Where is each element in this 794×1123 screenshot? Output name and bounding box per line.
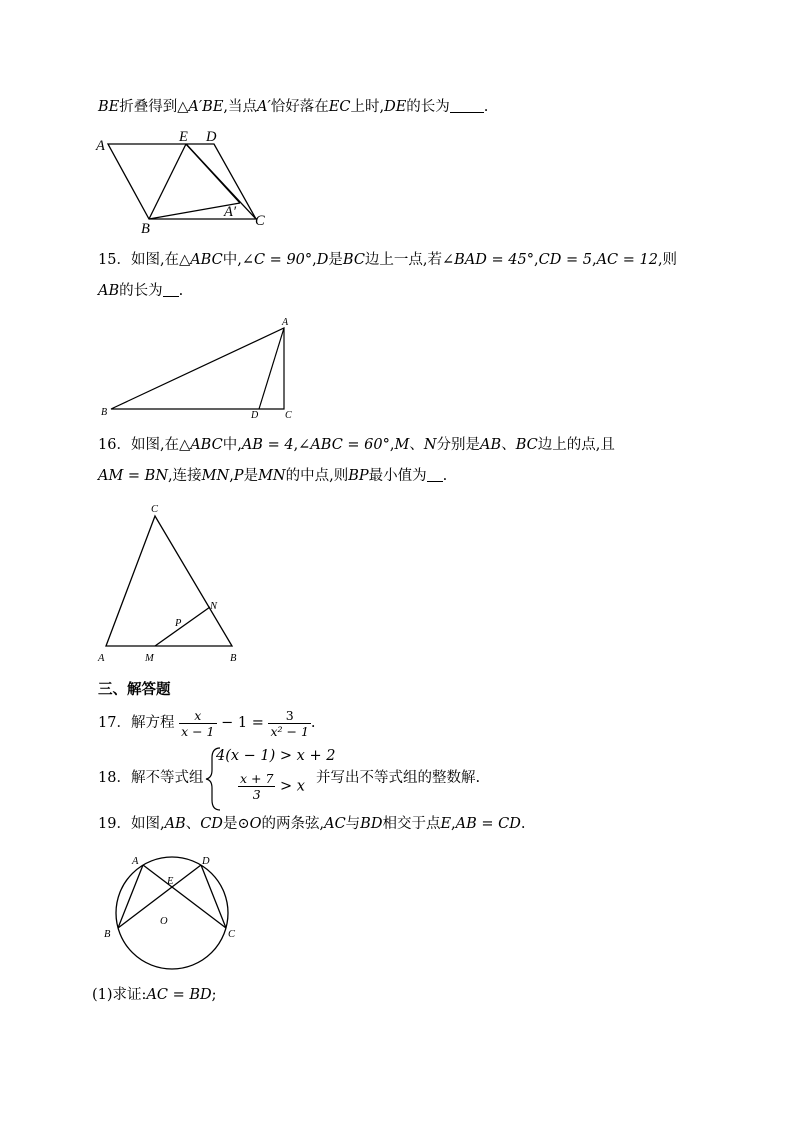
label-o: O [160, 916, 168, 927]
question-number: 15． [98, 252, 131, 268]
label-a: A [132, 856, 139, 867]
question-number: 18． [98, 770, 131, 786]
label-b: B [230, 653, 237, 664]
q19-text: 19．如图,AB、CD是⊙O的两条弦,AC与BD相交于点E,AB = CD. [98, 816, 526, 832]
q15-line-2: AB的长为 . [98, 283, 184, 299]
fraction: $\frac{x}{x - 1}$ [181, 707, 215, 739]
inequality-1: 4(x − 1) > x + 2 [216, 748, 336, 764]
label-c: C [285, 410, 292, 421]
inequality-2: $\frac{x + 7}{3}$ > x [240, 771, 305, 802]
q14-text: BE折叠得到△A′BE,当点A′恰好落在EC上时,DE的长为 . [98, 99, 489, 115]
circle-o [116, 857, 228, 969]
question-number: 19． [98, 816, 131, 832]
label-a: A [282, 317, 289, 328]
q19-part-1: (1)求证:AC = BD; [92, 987, 217, 1003]
q18-number: 18．解不等式组 [98, 770, 204, 786]
label-p: P [175, 618, 182, 629]
label-a: A [98, 653, 105, 664]
fraction: $\frac{3}{\text{x² − 1}}$ [270, 707, 309, 739]
q18-instruction: 并写出不等式组的整数解. [316, 770, 481, 786]
q15-line-1: 15．如图,在△ABC中,∠C = 90°,D是BC边上一点,若∠BAD = 45°,CD = 5,AC = 12,则 [98, 252, 678, 268]
label-c: C [255, 213, 265, 229]
label-b: B [104, 929, 111, 940]
label-c: C [151, 504, 159, 515]
question-number: 17． [98, 715, 131, 731]
q16-line-2: AM = BN,连接MN,P是MN的中点,则BP最小值为 . [98, 468, 448, 484]
label-d: D [206, 129, 217, 145]
label-a: A [96, 138, 105, 154]
q14-segment: BE [98, 99, 120, 115]
q17-line: 17．解方程 $\frac{x}{x - 1}$ − 1 = $\frac{3}{\text{x² − 1}}$ . [98, 707, 316, 739]
label-a-prime: A′ [224, 204, 237, 220]
label-e: E [179, 129, 188, 145]
label-d: D [202, 856, 210, 867]
label-d: D [251, 410, 259, 421]
label-c: C [228, 929, 236, 940]
fraction: $\frac{x + 7}{3}$ [240, 771, 274, 802]
label-m: M [145, 653, 154, 664]
label-e: E [167, 876, 174, 887]
label-n: N [210, 601, 218, 612]
question-number: 16． [98, 437, 131, 453]
section-heading: 三、解答题 [98, 682, 171, 698]
q16-line-1: 16．如图,在△ABC中,AB = 4,∠ABC = 60°,M、N分别是AB、BC边上的点,且 [98, 437, 615, 453]
label-b: B [141, 221, 150, 237]
label-b: B [101, 407, 108, 418]
